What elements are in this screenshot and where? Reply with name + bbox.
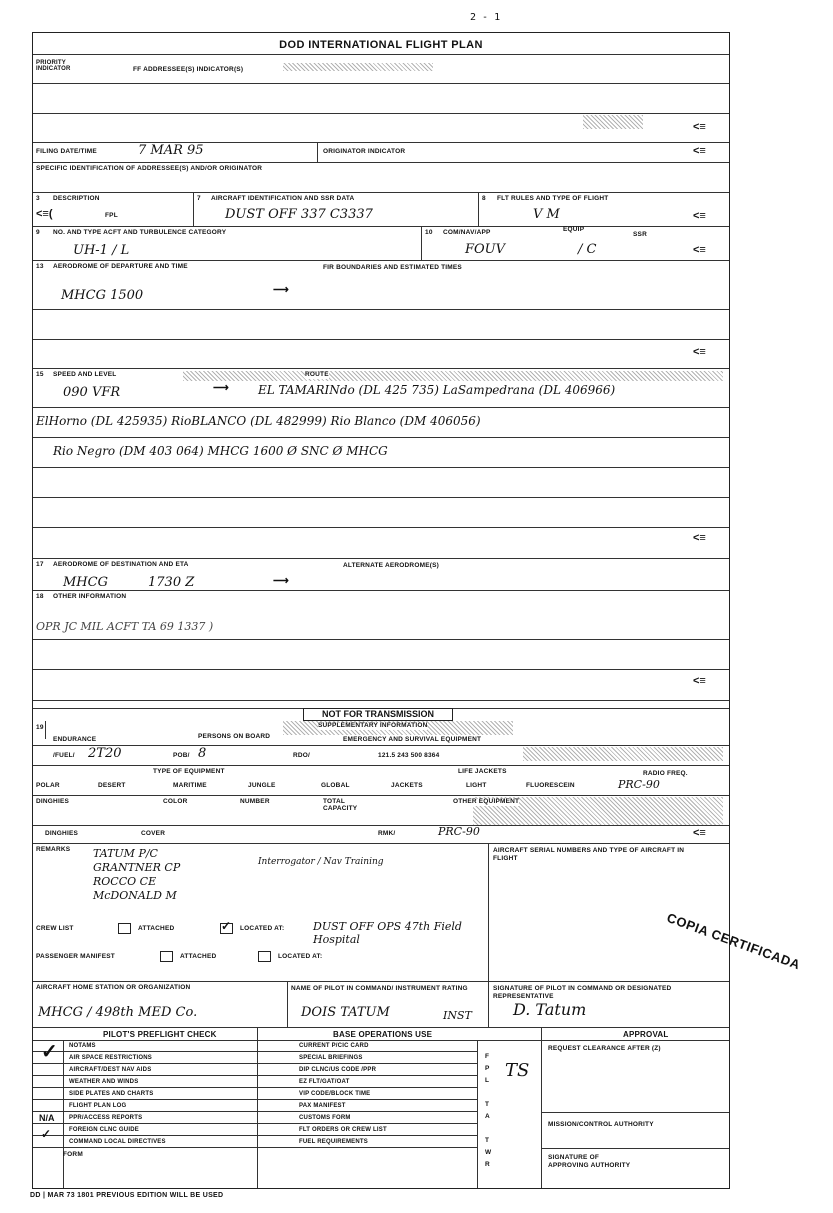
crew-attached-checkbox[interactable] xyxy=(118,923,131,934)
end-arrow-icon: <≡ xyxy=(693,827,706,839)
pob-value: 8 xyxy=(198,746,207,761)
filing-date-label: FILING DATE/TIME xyxy=(36,148,97,155)
scan-noise xyxy=(583,115,643,129)
addressee-row xyxy=(33,55,729,143)
rmk-value: PRC-90 xyxy=(438,825,480,838)
form-title: DOD INTERNATIONAL FLIGHT PLAN xyxy=(279,39,483,51)
passenger-located-checkbox[interactable] xyxy=(258,951,271,962)
end-arrow-icon: <≡ xyxy=(693,121,706,133)
cover-label: COVER xyxy=(141,830,166,837)
base-ops-item[interactable]: PAX MANIFEST xyxy=(257,1100,477,1112)
other-equipment-label: OTHER EQUIPMENT xyxy=(453,798,520,805)
end-arrow-icon: <≡ xyxy=(693,244,706,256)
total-capacity-label: TOTAL CAPACITY xyxy=(323,798,358,812)
fuel-label: /FUEL/ xyxy=(53,752,75,759)
maritime-label: MARITIME xyxy=(173,782,207,789)
checkmark-icon: ✓ xyxy=(41,1041,58,1063)
equip-label: EQUIP xyxy=(563,226,585,233)
originator-label: ORIGINATOR INDICATOR xyxy=(323,148,406,155)
crew-member-2: GRANTNER CP xyxy=(93,861,181,874)
item-13-row xyxy=(33,261,729,369)
signature-label: SIGNATURE OF PILOT IN COMMAND OR DESIGNATED REPRESENTATIVE xyxy=(493,985,672,1000)
crew-located-label: LOCATED AT: xyxy=(240,925,285,932)
description-label: DESCRIPTION xyxy=(53,195,100,202)
end-arrow-icon: <≡ xyxy=(693,346,706,358)
scan-noise xyxy=(183,371,723,381)
side-letter: A xyxy=(485,1113,490,1120)
flight-plan-form xyxy=(32,32,730,1189)
side-letter: T xyxy=(485,1137,490,1144)
dinghies-row xyxy=(33,826,729,844)
preflight-item[interactable]: WEATHER AND WINDS xyxy=(33,1076,257,1088)
ssr-label: SSR xyxy=(633,231,647,238)
preflight-item[interactable]: AIR SPACE RESTRICTIONS xyxy=(33,1052,257,1064)
desert-label: DESERT xyxy=(98,782,126,789)
speed-value: 090 VFR xyxy=(63,385,121,400)
fuel-value: 2T20 xyxy=(88,746,122,761)
preflight-title: PILOT'S PREFLIGHT CHECK xyxy=(103,1030,217,1039)
preflight-item[interactable]: PPR/ACCESS REPORTS xyxy=(33,1112,257,1124)
item-7-number: 7 xyxy=(197,195,201,202)
side-letter: T xyxy=(485,1101,490,1108)
color-label: COLOR xyxy=(163,798,188,805)
item-13-number: 13 xyxy=(36,263,44,270)
aircraft-id-label: AIRCRAFT IDENTIFICATION AND SSR DATA xyxy=(211,195,355,202)
route-line-1: EL TAMARINdo (DL 425 735) LaSampedrana (DL 406966) xyxy=(258,383,616,397)
crew-member-3: ROCCO CE xyxy=(93,875,157,888)
rmk-label: RMK/ xyxy=(378,830,396,837)
pilot-name-value: DOIS TATUM xyxy=(301,1005,390,1020)
side-letter: F xyxy=(485,1053,490,1060)
page-top-text: 2 - 1 xyxy=(470,12,501,23)
pilot-rating-value: INST xyxy=(443,1009,472,1022)
item-18-number: 18 xyxy=(36,593,44,600)
crew-member-4: McDONALD M xyxy=(93,889,177,902)
fir-label: FIR BOUNDARIES AND ESTIMATED TIMES xyxy=(323,264,462,271)
signature-value: D. Tatum xyxy=(513,1000,587,1019)
item-18-row xyxy=(33,591,729,701)
departure-value: MHCG 1500 xyxy=(61,288,144,303)
other-info-label: OTHER INFORMATION xyxy=(53,593,127,600)
base-ops-item[interactable]: CURRENT P/CIC CARD xyxy=(257,1040,477,1052)
description-prefix: <≡( xyxy=(36,208,53,220)
remarks-row xyxy=(33,844,729,982)
base-ops-item[interactable]: FLT ORDERS OR CREW LIST xyxy=(257,1124,477,1136)
base-ops-title: BASE OPERATIONS USE xyxy=(333,1030,433,1039)
item-9-10-row xyxy=(33,227,729,261)
flight-rules-value: V M xyxy=(533,207,560,222)
base-ops-stamp: TS xyxy=(505,1060,530,1081)
frequency-values: 121.5 243 500 8364 xyxy=(378,752,440,759)
item-3-7-8-row xyxy=(33,193,729,227)
dinghies-label-2: DINGHIES xyxy=(45,830,79,837)
scan-noise xyxy=(283,63,433,71)
global-label: GLOBAL xyxy=(321,782,350,789)
na-mark: N/A xyxy=(39,1113,55,1123)
scan-noise xyxy=(523,747,723,761)
checkmark-icon: ✓ xyxy=(221,919,232,933)
com-nav-value: FOUV xyxy=(465,242,506,257)
destination-label: AERODROME OF DESTINATION AND ETA xyxy=(53,561,189,568)
route-line-3: Rio Negro (DM 403 064) MHCG 1600 Ø SNC Ø MHCG xyxy=(53,444,388,458)
specific-id-label: SPECIFIC IDENTIFICATION OF ADDRESSEE(S) AND/OR ORIGINATOR xyxy=(36,165,263,172)
preflight-item[interactable]: AIRCRAFT/DEST NAV AIDS xyxy=(33,1064,257,1076)
filing-row xyxy=(33,143,729,163)
aircraft-id-value: DUST OFF 337 C3337 xyxy=(225,207,373,222)
item-19-number: 19 xyxy=(36,724,44,731)
item-10-number: 10 xyxy=(425,229,433,236)
preflight-item[interactable]: COMMAND LOCAL DIRECTIVES xyxy=(33,1136,257,1148)
priority-indicator-label: PRIORITY INDICATOR xyxy=(36,60,71,72)
ssr-value: / C xyxy=(578,242,597,257)
aircraft-type-value: UH-1 / L xyxy=(73,243,130,258)
form-footer: DD | MAR 73 1801 PREVIOUS EDITION WILL BE USED xyxy=(30,1192,224,1199)
polar-label: POLAR xyxy=(36,782,60,789)
side-letter: P xyxy=(485,1065,490,1072)
item-9-number: 9 xyxy=(36,229,40,236)
home-station-label: AIRCRAFT HOME STATION OR ORGANIZATION xyxy=(36,984,191,991)
side-letter: L xyxy=(485,1077,490,1084)
base-ops-item[interactable]: SPECIAL BRIEFINGS xyxy=(257,1052,477,1064)
jungle-label: JUNGLE xyxy=(248,782,276,789)
preflight-item[interactable]: FLIGHT PLAN LOG xyxy=(33,1100,257,1112)
base-ops-item[interactable]: CUSTOMS FORM xyxy=(257,1112,477,1124)
item-19-block xyxy=(33,708,729,826)
item-15-row xyxy=(33,369,729,559)
radio-freq-label: RADIO FREQ. xyxy=(643,770,688,777)
number-label: NUMBER xyxy=(240,798,270,805)
flight-rules-label: FLT RULES AND TYPE OF FLIGHT xyxy=(497,195,609,202)
com-nav-label: COM/NAV/APP xyxy=(443,229,491,236)
crew-located-value: DUST OFF OPS 47th Field Hospital xyxy=(313,920,462,946)
end-arrow-icon: <≡ xyxy=(693,675,706,687)
filing-date-value: 7 MAR 95 xyxy=(138,143,204,158)
departure-label: AERODROME OF DEPARTURE AND TIME xyxy=(53,263,188,270)
not-for-transmission-banner: NOT FOR TRANSMISSION xyxy=(303,708,453,721)
approval-title: APPROVAL xyxy=(623,1030,669,1039)
form-label: FORM xyxy=(63,1151,83,1158)
crew-list-label: CREW LIST xyxy=(36,925,74,932)
end-arrow-icon: <≡ xyxy=(693,532,706,544)
preflight-item[interactable]: SIDE PLATES AND CHARTS xyxy=(33,1088,257,1100)
emergency-label: EMERGENCY AND SURVIVAL EQUIPMENT xyxy=(343,736,482,743)
dinghies-label: DINGHIES xyxy=(36,798,70,805)
arrow-icon: ⟶ xyxy=(213,382,229,394)
radio-freq-value: PRC-90 xyxy=(618,778,660,791)
passenger-manifest-label: PASSENGER MANIFEST xyxy=(36,953,115,960)
item-3-number: 3 xyxy=(36,195,40,202)
remarks-label: REMARKS xyxy=(36,846,71,853)
light-label: LIGHT xyxy=(466,782,487,789)
type-equipment-label: TYPE OF EQUIPMENT xyxy=(153,768,225,775)
checkmark-icon: ✓ xyxy=(41,1127,52,1141)
remarks-note: Interrogator / Nav Training xyxy=(258,857,384,867)
ff-addressees-label: FF ADDRESSEE(S) INDICATOR(S) xyxy=(133,66,244,73)
jackets-label: JACKETS xyxy=(391,782,423,789)
preflight-item[interactable]: FOREIGN CLNC GUIDE xyxy=(33,1124,257,1136)
arrow-icon: ⟶ xyxy=(273,284,289,296)
certified-copy-stamp: COPIA CERTIFICADA xyxy=(664,910,803,973)
item-17-number: 17 xyxy=(36,561,44,568)
rdo-label: RDO/ xyxy=(293,752,311,759)
fluorescein-label: FLUORESCEIN xyxy=(526,782,575,789)
item-15-number: 15 xyxy=(36,371,44,378)
crew-attached-label: ATTACHED xyxy=(138,925,175,932)
pob-label: POB/ xyxy=(173,752,190,759)
item-17-row xyxy=(33,559,729,591)
item-8-number: 8 xyxy=(482,195,486,202)
home-station-value: MHCG / 498th MED Co. xyxy=(38,1005,198,1020)
end-arrow-icon: <≡ xyxy=(693,145,706,157)
base-ops-item[interactable]: EZ FLT/GAT/OAT xyxy=(257,1076,477,1088)
base-ops-item[interactable]: DIP CLNC/US CODE /PPR xyxy=(257,1064,477,1076)
endurance-label: ENDURANCE xyxy=(53,736,97,743)
approving-signature-label: SIGNATURE OF APPROVING AUTHORITY xyxy=(548,1154,631,1169)
request-clearance-label: REQUEST CLEARANCE AFTER (Z) xyxy=(548,1045,661,1052)
specific-id-row xyxy=(33,163,729,193)
crew-member-1: TATUM P/C xyxy=(93,847,158,860)
persons-on-board-label: PERSONS ON BOARD xyxy=(198,733,271,740)
speed-level-label: SPEED AND LEVEL xyxy=(53,371,117,378)
base-ops-item[interactable]: VIP CODE/BLOCK TIME xyxy=(257,1088,477,1100)
aircraft-type-label: NO. AND TYPE ACFT AND TURBULENCE CATEGORY xyxy=(53,229,227,236)
other-info-value: OPR JC MIL ACFT TA 69 1337 ) xyxy=(36,620,214,633)
preflight-item[interactable]: NOTAMS xyxy=(33,1040,257,1052)
eta-value: 1730 Z xyxy=(148,575,195,590)
route-label: ROUTE xyxy=(305,371,329,378)
side-letter: R xyxy=(485,1161,490,1168)
destination-value: MHCG xyxy=(63,575,108,590)
passenger-attached-label: ATTACHED xyxy=(180,953,217,960)
base-ops-item[interactable]: FUEL REQUIREMENTS xyxy=(257,1136,477,1148)
side-letter: W xyxy=(485,1149,492,1156)
mission-control-label: MISSION/CONTROL AUTHORITY xyxy=(548,1121,654,1128)
route-line-2: ElHorno (DL 425935) RioBLANCO (DL 482999) Rio Blanco (DM 406056) xyxy=(36,414,481,428)
passenger-attached-checkbox[interactable] xyxy=(160,951,173,962)
life-jackets-label: LIFE JACKETS xyxy=(458,768,507,775)
aircraft-serial-label: AIRCRAFT SERIAL NUMBERS AND TYPE OF AIRCRAFT IN FLIGHT xyxy=(493,847,685,862)
check-block xyxy=(33,1028,729,1188)
fpl-label: FPL xyxy=(105,212,118,219)
home-station-row xyxy=(33,982,729,1028)
arrow-icon: ⟶ xyxy=(273,575,289,587)
pilot-name-label: NAME OF PILOT IN COMMAND/ INSTRUMENT RATING xyxy=(291,985,468,992)
supplementary-label: SUPPLEMENTARY INFORMATION xyxy=(318,722,428,729)
end-arrow-icon: <≡ xyxy=(693,210,706,222)
alternate-label: ALTERNATE AERODROME(S) xyxy=(343,562,439,569)
title-row xyxy=(33,33,729,55)
passenger-located-label: LOCATED AT: xyxy=(278,953,323,960)
